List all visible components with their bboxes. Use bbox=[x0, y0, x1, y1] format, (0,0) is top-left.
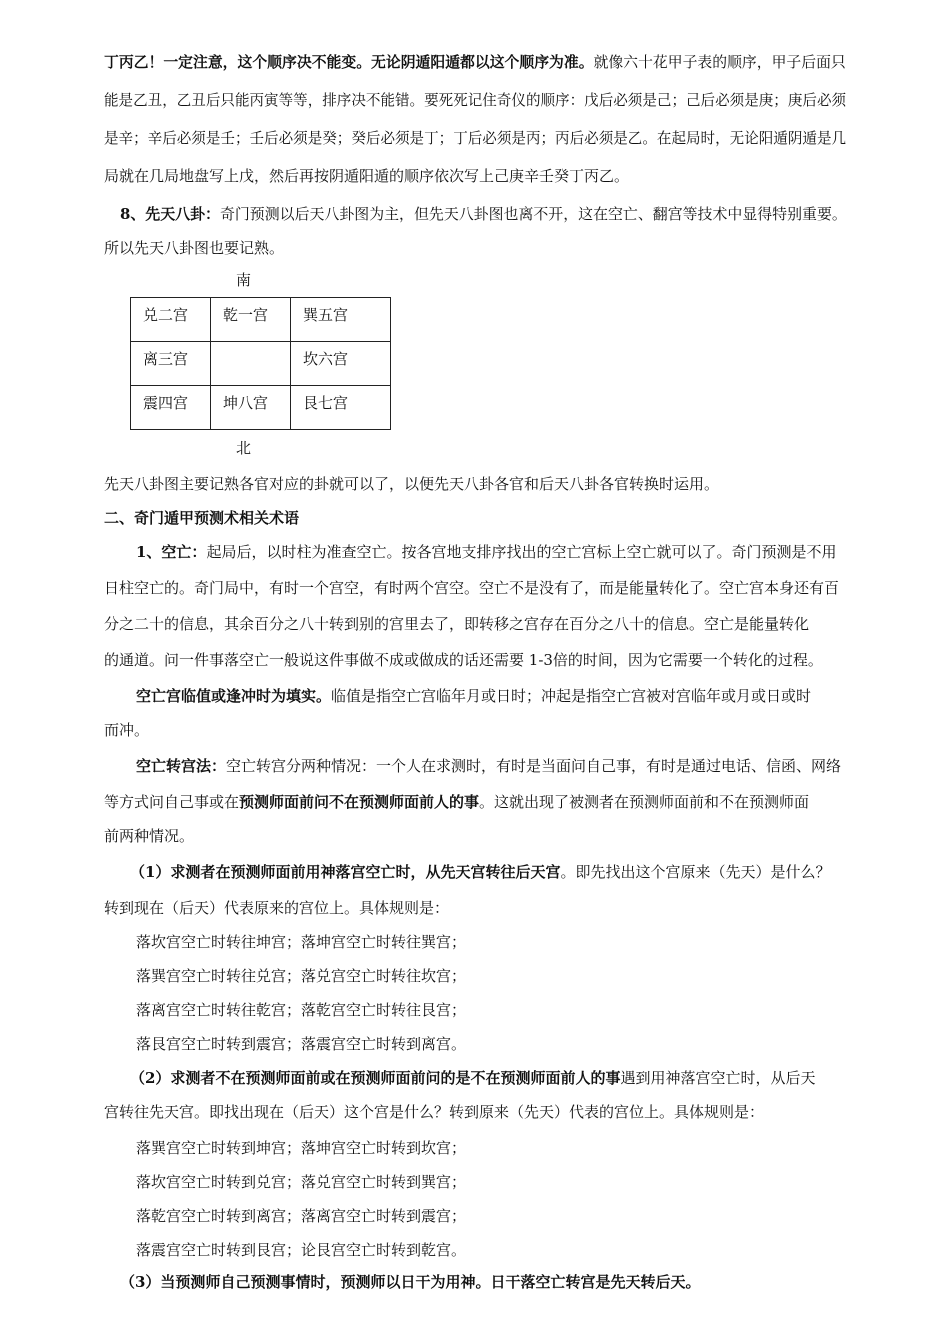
direction-south-label: 南 bbox=[236, 271, 252, 289]
paragraph-line bbox=[104, 792, 809, 812]
case-heading: （3）当预测师自己预测事情时，预测师以日干为用神。日干落空亡转宫是先天转后天。 bbox=[120, 1273, 701, 1291]
bold-text: 丁丙乙！一定注意，这个顺序决不能变。无论阴遁阳遁都以这个顺序为准。 bbox=[104, 53, 594, 71]
paragraph-line: 局就在几局地盘写上戊，然后再按阴遁阳遁的顺序依次写上己庚辛壬癸丁丙乙。 bbox=[104, 167, 630, 185]
paragraph-line bbox=[130, 862, 830, 882]
paragraph-line: 是辛；辛后必须是壬；壬后必须是癸；癸后必须是丁；丁后必须是丙；丙后必须是乙。在起局时，无论阳遁阴遁是几 bbox=[104, 129, 847, 147]
table-cell: 坤八宫 bbox=[211, 386, 291, 430]
rule-line: 落巽宫空亡时转往兑宫；落兑宫空亡时转往坎宫； bbox=[136, 967, 467, 985]
case-heading: （1）求测者在预测师面前用神落宫空亡时，从先天宫转往后天宫 bbox=[130, 863, 561, 881]
section-label: 8、先天八卦： bbox=[120, 205, 220, 223]
body-text: 就像六十花甲子表的顺序，甲子后面只 bbox=[593, 53, 846, 71]
table-cell: 乾一宫 bbox=[211, 298, 291, 342]
term-label: 1、空亡： bbox=[136, 543, 207, 561]
rule-line: 落震宫空亡时转到艮宫；论艮宫空亡时转到乾宫。 bbox=[136, 1241, 467, 1259]
paragraph-line bbox=[120, 204, 847, 224]
rule-line: 落巽宫空亡时转到坤宫；落坤宫空亡时转到坎宫； bbox=[136, 1139, 467, 1157]
section-heading: 二、奇门遁甲预测术相关术语 bbox=[104, 509, 300, 527]
table-cell: 兑二宫 bbox=[131, 298, 211, 342]
table-row bbox=[131, 298, 391, 342]
paragraph-line bbox=[136, 542, 836, 562]
body-text: 。即先找出这个宫原来（先天）是什么？ bbox=[560, 863, 831, 881]
table-row bbox=[131, 342, 391, 386]
table-cell: 震四宫 bbox=[131, 386, 211, 430]
paragraph-line: 日柱空亡的。奇门局中，有时一个宫空，有时两个宫空。空亡不是没有了，而是能量转化了。空亡宫本身还有百 bbox=[104, 579, 840, 597]
table-cell: 离三宫 bbox=[131, 342, 211, 386]
body-text: 。这就出现了被测者在预测师面前和不在预测师面 bbox=[479, 793, 810, 811]
rule-line: 落坎宫空亡时转往坤宫；落坤宫空亡时转往巽宫； bbox=[136, 933, 467, 951]
bagua-table bbox=[130, 297, 391, 430]
table-cell: 坎六宫 bbox=[291, 342, 391, 386]
body-text: 临值是指空亡宫临年月或日时；冲起是指空亡宫被对宫临年或月或日或时 bbox=[331, 687, 812, 705]
body-text: 遇到用神落宫空亡时，从后天 bbox=[620, 1069, 816, 1087]
term-label: 空亡转宫法： bbox=[136, 757, 227, 775]
paragraph-line bbox=[136, 686, 811, 706]
bold-text: 空亡宫临值或逢冲时为填实。 bbox=[136, 687, 332, 705]
body-text: 空亡转宫分两种情况：一个人在求测时，有时是当面问自己事，有时是通过电话、信函、网络 bbox=[226, 757, 842, 775]
rule-line: 落坎宫空亡时转到兑宫；落兑宫空亡时转到巽宫； bbox=[136, 1173, 467, 1191]
paragraph-line: 的通道。问一件事落空亡一般说这件事做不成或做成的话还需要 1-3倍的时间，因为它需要一个转化的过程。 bbox=[104, 651, 823, 669]
table-cell: 巽五宫 bbox=[291, 298, 391, 342]
paragraph-line: 宫转往先天宫。即找出现在（后天）这个宫是什么？转到原来（先天）代表的宫位上。具体规则是： bbox=[104, 1103, 765, 1121]
paragraph-line: 所以先天八卦图也要记熟。 bbox=[104, 239, 285, 257]
paragraph-line: 先天八卦图主要记熟各官对应的卦就可以了，以便先天八卦各官和后天八卦各官转换时运用。 bbox=[104, 475, 720, 493]
paragraph-line bbox=[104, 52, 846, 72]
rule-line: 落乾宫空亡时转到离宫；落离宫空亡时转到震宫； bbox=[136, 1207, 467, 1225]
paragraph-line bbox=[136, 756, 841, 776]
body-text: 等方式问自己事或在 bbox=[104, 793, 240, 811]
case-heading: （2）求测者不在预测师面前或在预测师面前问的是不在预测师面前人的事 bbox=[130, 1069, 621, 1087]
paragraph-line: 转到现在（后天）代表原来的宫位上。具体规则是： bbox=[104, 899, 450, 917]
paragraph-line: 分之二十的信息，其余百分之八十转到别的宫里去了，即转移之宫存在百分之八十的信息。空亡是能量转化 bbox=[104, 615, 810, 633]
paragraph-line: 前两种情况。 bbox=[104, 827, 195, 845]
rule-line: 落艮宫空亡时转到震宫；落震宫空亡时转到离宫。 bbox=[136, 1035, 467, 1053]
table-cell bbox=[211, 342, 291, 386]
paragraph-line: 能是乙丑，乙丑后只能丙寅等等，排序决不能错。要死死记住奇仪的顺序：戊后必须是己；己后必须是庚；庚后必须 bbox=[104, 91, 847, 109]
body-text: 起局后，以时柱为准查空亡。按各宫地支排序找出的空亡宫标上空亡就可以了。奇门预测是不用 bbox=[206, 543, 837, 561]
bold-text: 预测师面前问不在预测师面前人的事 bbox=[239, 793, 480, 811]
body-text: 奇门预测以后天八卦图为主，但先天八卦图也离不开，这在空亡、翻宫等技术中显得特别重要。 bbox=[219, 205, 847, 223]
paragraph-line: 而冲。 bbox=[104, 721, 150, 739]
paragraph-line bbox=[130, 1068, 815, 1088]
table-row bbox=[131, 386, 391, 430]
direction-north-label: 北 bbox=[236, 439, 252, 457]
table-cell: 艮七宫 bbox=[291, 386, 391, 430]
rule-line: 落离宫空亡时转往乾宫；落乾宫空亡时转往艮宫； bbox=[136, 1001, 467, 1019]
